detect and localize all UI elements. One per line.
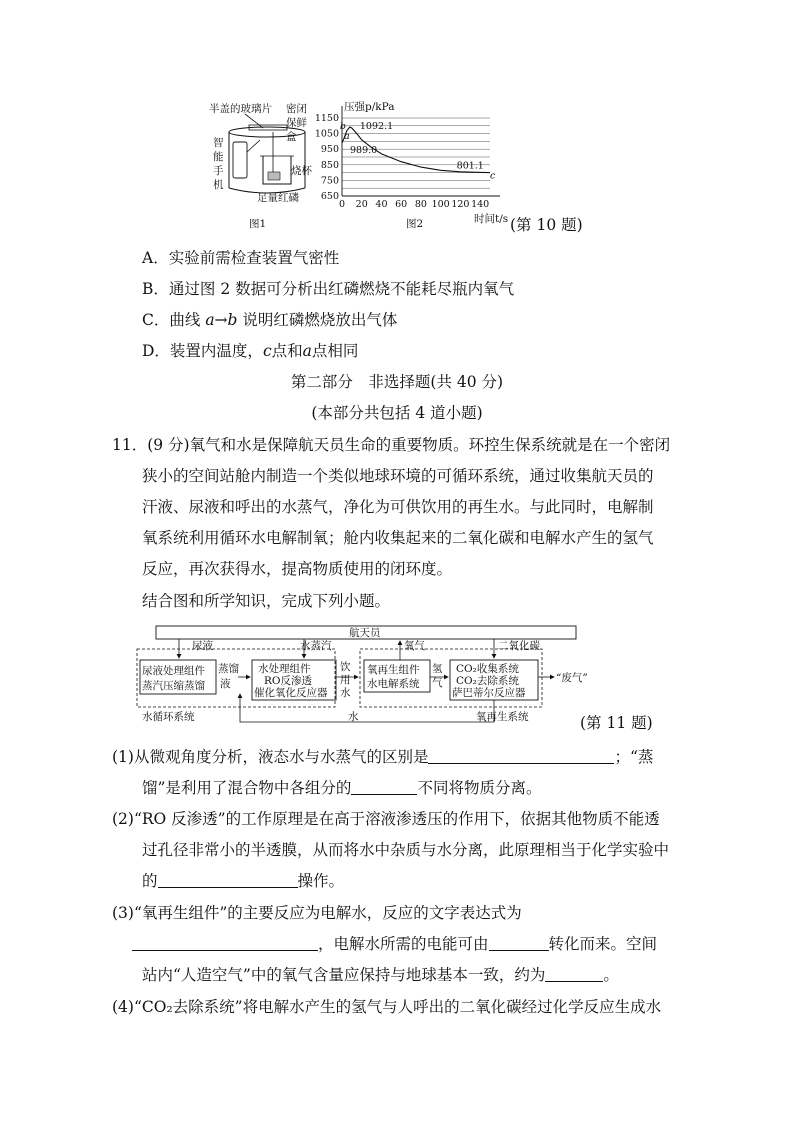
fig1-label-box-3: 盒 [286,131,297,143]
q11-sub3-blank-3[interactable] [545,965,603,982]
chart-y-tick-label: 1050 [314,128,339,140]
q10-option-c-label: C．曲线 [142,311,201,329]
chart-value-b: 1092.1 [359,121,394,133]
q11-sub1-text-c: 馏”是利用了混合物中各组分的 [142,779,352,797]
q11-sub3-text-c: 转化而来。空间 [548,935,658,953]
diagram-box4-line1: CO₂收集系统 [456,663,519,675]
diagram-drink-1: 饮 [340,661,351,673]
fig1-label-beaker: 烧杯 [291,165,312,177]
q11-sub3-text-d: 站内“人造空气”中的氧气含量应保持与地球基本一致，约为 [142,966,546,984]
fig1-label-phone-2: 能 [213,151,224,163]
chart-x-tick-label: 40 [375,199,388,210]
diagram-water: 水 [348,711,359,723]
chart-point-c: c [490,170,496,182]
fig1-label-glass: 半盖的玻璃片 [209,103,272,115]
q11-intro-3: 汗液、尿液和呼出的水蒸气，净化为可供饮用的再生水。与此同时，电解制 [142,498,654,516]
q11-sub2-line3 [142,870,344,892]
q10-option-d-label: D．装置内温度， [142,342,263,360]
q11-intro-1: 11．(9 分)氧气和水是保障航天员生命的重要物质。环控生保系统就是在一个密闭 [112,436,671,454]
q11-sub2-line1: (2)“RO 反渗透”的工作原理是在高于溶液渗透压的作用下，依据其他物质不能透 [112,810,660,828]
q11-sub3-text-e: 。 [603,966,619,984]
chart-x-tick-label: 120 [451,199,470,210]
q11-sub2-text-c: 的 [142,872,158,890]
q10-option-d-c: c [262,342,272,360]
diagram-hydrogen-2: 气 [432,677,443,689]
fig1-label-box-2: 保鲜 [286,117,307,129]
q11-sub3-line2 [132,933,657,955]
section-title: 第二部分 非选择题(共 40 分) [290,373,504,391]
chart-point-b: b [339,121,346,133]
q11-sub1-blank-1[interactable] [428,747,614,764]
q11-sub3-blank-2[interactable] [489,934,549,951]
q11-sub3-line1: (3)“氧再生组件”的主要反应为电解水，反应的文字表达式为 [112,904,522,922]
q10-option-d-rest: 点相同 [311,342,359,360]
q10-option-c-rest: 说明红磷燃烧放出气体 [242,311,398,329]
chart-y-tick-label: 850 [320,159,339,171]
chart-point-a: a [344,131,350,143]
diagram-waste: “废气” [556,672,588,684]
diagram-oxy-regen: 氧再生系统 [476,711,529,723]
q11-sub2-line2: 过孔径非常小的半透膜，从而将水中杂质与水分离，此原理相当于化学实验中 [142,841,670,859]
diagram-vapor: 水蒸汽 [300,640,332,652]
diagram-distill-1: 蒸馏 [218,663,239,675]
chart-y-tick-label: 1150 [314,113,339,124]
diagram-box2-line3: 催化氧化反应器 [254,687,328,699]
q11-intro-2: 狭小的空间站舱内制造一个类似地球环境的可循环系统，通过收集航天员的 [142,467,654,485]
q11-sub2-text-d: 操作。 [297,872,345,890]
q10-option-d-mid: 点和 [271,342,303,360]
chart-x-tick-label: 60 [395,199,408,210]
fig1-label-phosphorus: 足量红磷 [257,192,299,204]
diagram-water-cycle: 水循环系统 [142,711,195,723]
fig1-label-phone-4: 机 [213,179,224,191]
q11-sub1-text-b: ；“蒸 [614,748,654,766]
fig2-caption: 图2 [406,218,424,230]
q11-sub3-line3 [142,964,619,986]
diagram-box4-line2: CO₂去除系统 [456,675,519,687]
diagram-astronaut: 航天员 [349,627,381,639]
q11-sub3-blank-1[interactable] [132,934,318,951]
q11-sub3-text-b: ，电解水所需的电能可由 [318,935,489,953]
q10-tag: (第 10 题) [510,216,583,234]
q10-option-d [142,340,358,362]
diagram-box2-line2: RO反渗透 [264,675,313,687]
q11-sub4-line1: (4)“CO₂去除系统”将电解水产生的氢气与人呼出的二氧化碳经过化学反应生成水 [112,998,662,1016]
chart-y-tick-label: 750 [320,175,339,187]
q11-intro-6: 结合图和所学知识，完成下列小题。 [142,592,391,610]
diagram-oxygen: 氧气 [404,640,425,652]
q11-tag: (第 11 题) [580,714,653,732]
q11-sub1-blank-2[interactable] [351,778,417,795]
fig1-caption: 图1 [249,218,267,230]
chart-ylabel: 压强p/kPa [344,101,395,113]
q10-option-d-a: a [302,342,312,360]
diagram-box1-line1: 尿液处理组件 [142,665,205,677]
chart-x-tick-label: 140 [471,199,490,210]
q10-option-c [142,309,397,331]
diagram-box3-line1: 氧再生组件 [367,664,420,676]
diagram-drink-2: 用 [340,674,351,686]
chart-x-tick-label: 0 [338,199,346,210]
q10-option-b: B．通过图 2 数据可分析出红磷燃烧不能耗尽瓶内氧气 [142,280,515,298]
diagram-box4-line3: 萨巴蒂尔反应器 [452,687,526,699]
fig1-label-phone-1: 智 [213,137,224,149]
diagram-distill-2: 液 [220,678,231,690]
q10-option-c-var: a→b [205,311,238,329]
diagram-co2: 二氧化碳 [498,640,540,652]
q11-sub1-text-a: (1)从微观角度分析，液态水与水蒸气的区别是 [112,748,429,766]
chart-x-tick-label: 80 [414,199,427,210]
chart-y-tick-label: 950 [320,144,339,156]
q11-flow-diagram [134,622,614,728]
fig1-label-phone-3: 手 [213,165,224,177]
q11-sub1-line2 [142,777,541,799]
chart-xlabel: 时间t/s [474,213,509,225]
figure-1-apparatus [205,100,325,235]
q11-intro-5: 反应，再次获得水，提高物质使用的闭环度。 [142,560,453,578]
chart-value-c: 801.1 [456,160,484,172]
fig1-label-box-1: 密闭 [286,103,307,115]
diagram-hydrogen-1: 氢 [432,663,443,675]
diagram-box3-line2: 水电解系统 [367,678,420,690]
chart-y-tick-label: 650 [320,191,339,202]
diagram-box1-line2: 蒸汽压缩蒸馏 [142,680,205,692]
q10-option-a: A．实验前需检查装置气密性 [142,249,340,267]
section-subtitle: (本部分共包括 4 道小题) [311,404,483,422]
diagram-box2-line1: 水处理组件 [258,663,311,675]
diagram-drink-3: 水 [340,687,351,699]
chart-x-tick-label: 100 [431,199,450,210]
chart-x-tick-label: 20 [355,199,368,210]
chart-value-a: 989.0 [350,145,378,157]
q11-sub2-blank[interactable] [158,871,298,888]
q11-sub1-line1 [112,746,653,768]
q11-sub1-text-d: 不同将物质分离。 [417,779,542,797]
figure-2-pressure-chart [310,98,515,235]
q11-intro-4: 氧系统利用循环水电解制氧；舱内收集起来的二氧化碳和电解水产生的氢气 [142,529,654,547]
diagram-urine: 尿液 [192,640,213,652]
